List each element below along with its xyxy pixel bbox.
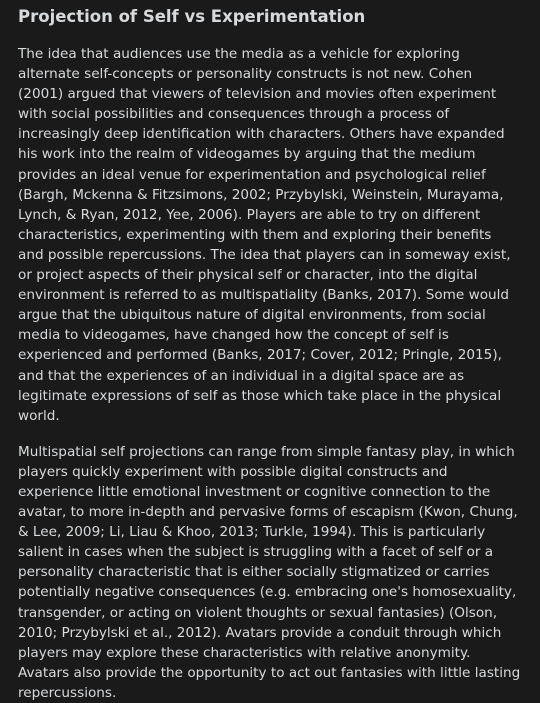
section-heading: Projection of Self vs Experimentation bbox=[18, 7, 366, 26]
paragraph-1: The idea that audiences use the media as a vehicle for exploring alternate self-concepts or personality constructs is not new. Cohen (2001) argued that viewers of television and movies often experiment with social possibilities and consequences through a process of increasingly deep identification with characters. Others have expanded his work into the realm of videogames by arguing that the medium provides an ideal venue for experimentation and psychological relief (Bargh, Mckenna & Fitzsimons, 2002; Przybylski, Weinstein, Murayama, Lynch, & Ryan, 2012, Yee, 2006). Players are able to try on different characteristics, experimenting with them and exploring their benefits and possible repercussions. The idea that players can in someway exist, or project aspects of their physical self or character, into the digital environment is referred to as multispatiality (Banks, 2017). Some would argue that the ubiquitous nature of digital environments, from social media to videogames, have changed how the concept of self is experienced and performed (Banks, 2017; Cover, 2012; Pringle, 2015), and that the experiences of an individual in a digital space are as legitimate expressions of self as those which take place in the physical world. bbox=[18, 46, 511, 424]
paragraph-2: Multispatial self projections can range from simple fantasy play, in which players quickly experiment with possible digital constructs and experience little emotional investment or cognitive connection to the avatar, to more in-depth and pervasive forms of escapism (Kwon, Chung, & Lee, 2009; Li, Liau & Khoo, 2013; Turkle, 1994). This is particularly salient in cases when the subject is struggling with a facet of self or a personality characteristic that is either socially stigmatized or carries potentially negative consequences (e.g. embracing one's homosexuality, transgender, or acting on violent thoughts or sexual fantasies) (Olson, 2010; Przybylski et al., 2012). Avatars provide a conduit through which players may explore these characteristics with relative anonymity. Avatars also provide the opportunity to act out fantasies with little lasting repercussions. bbox=[18, 443, 521, 701]
